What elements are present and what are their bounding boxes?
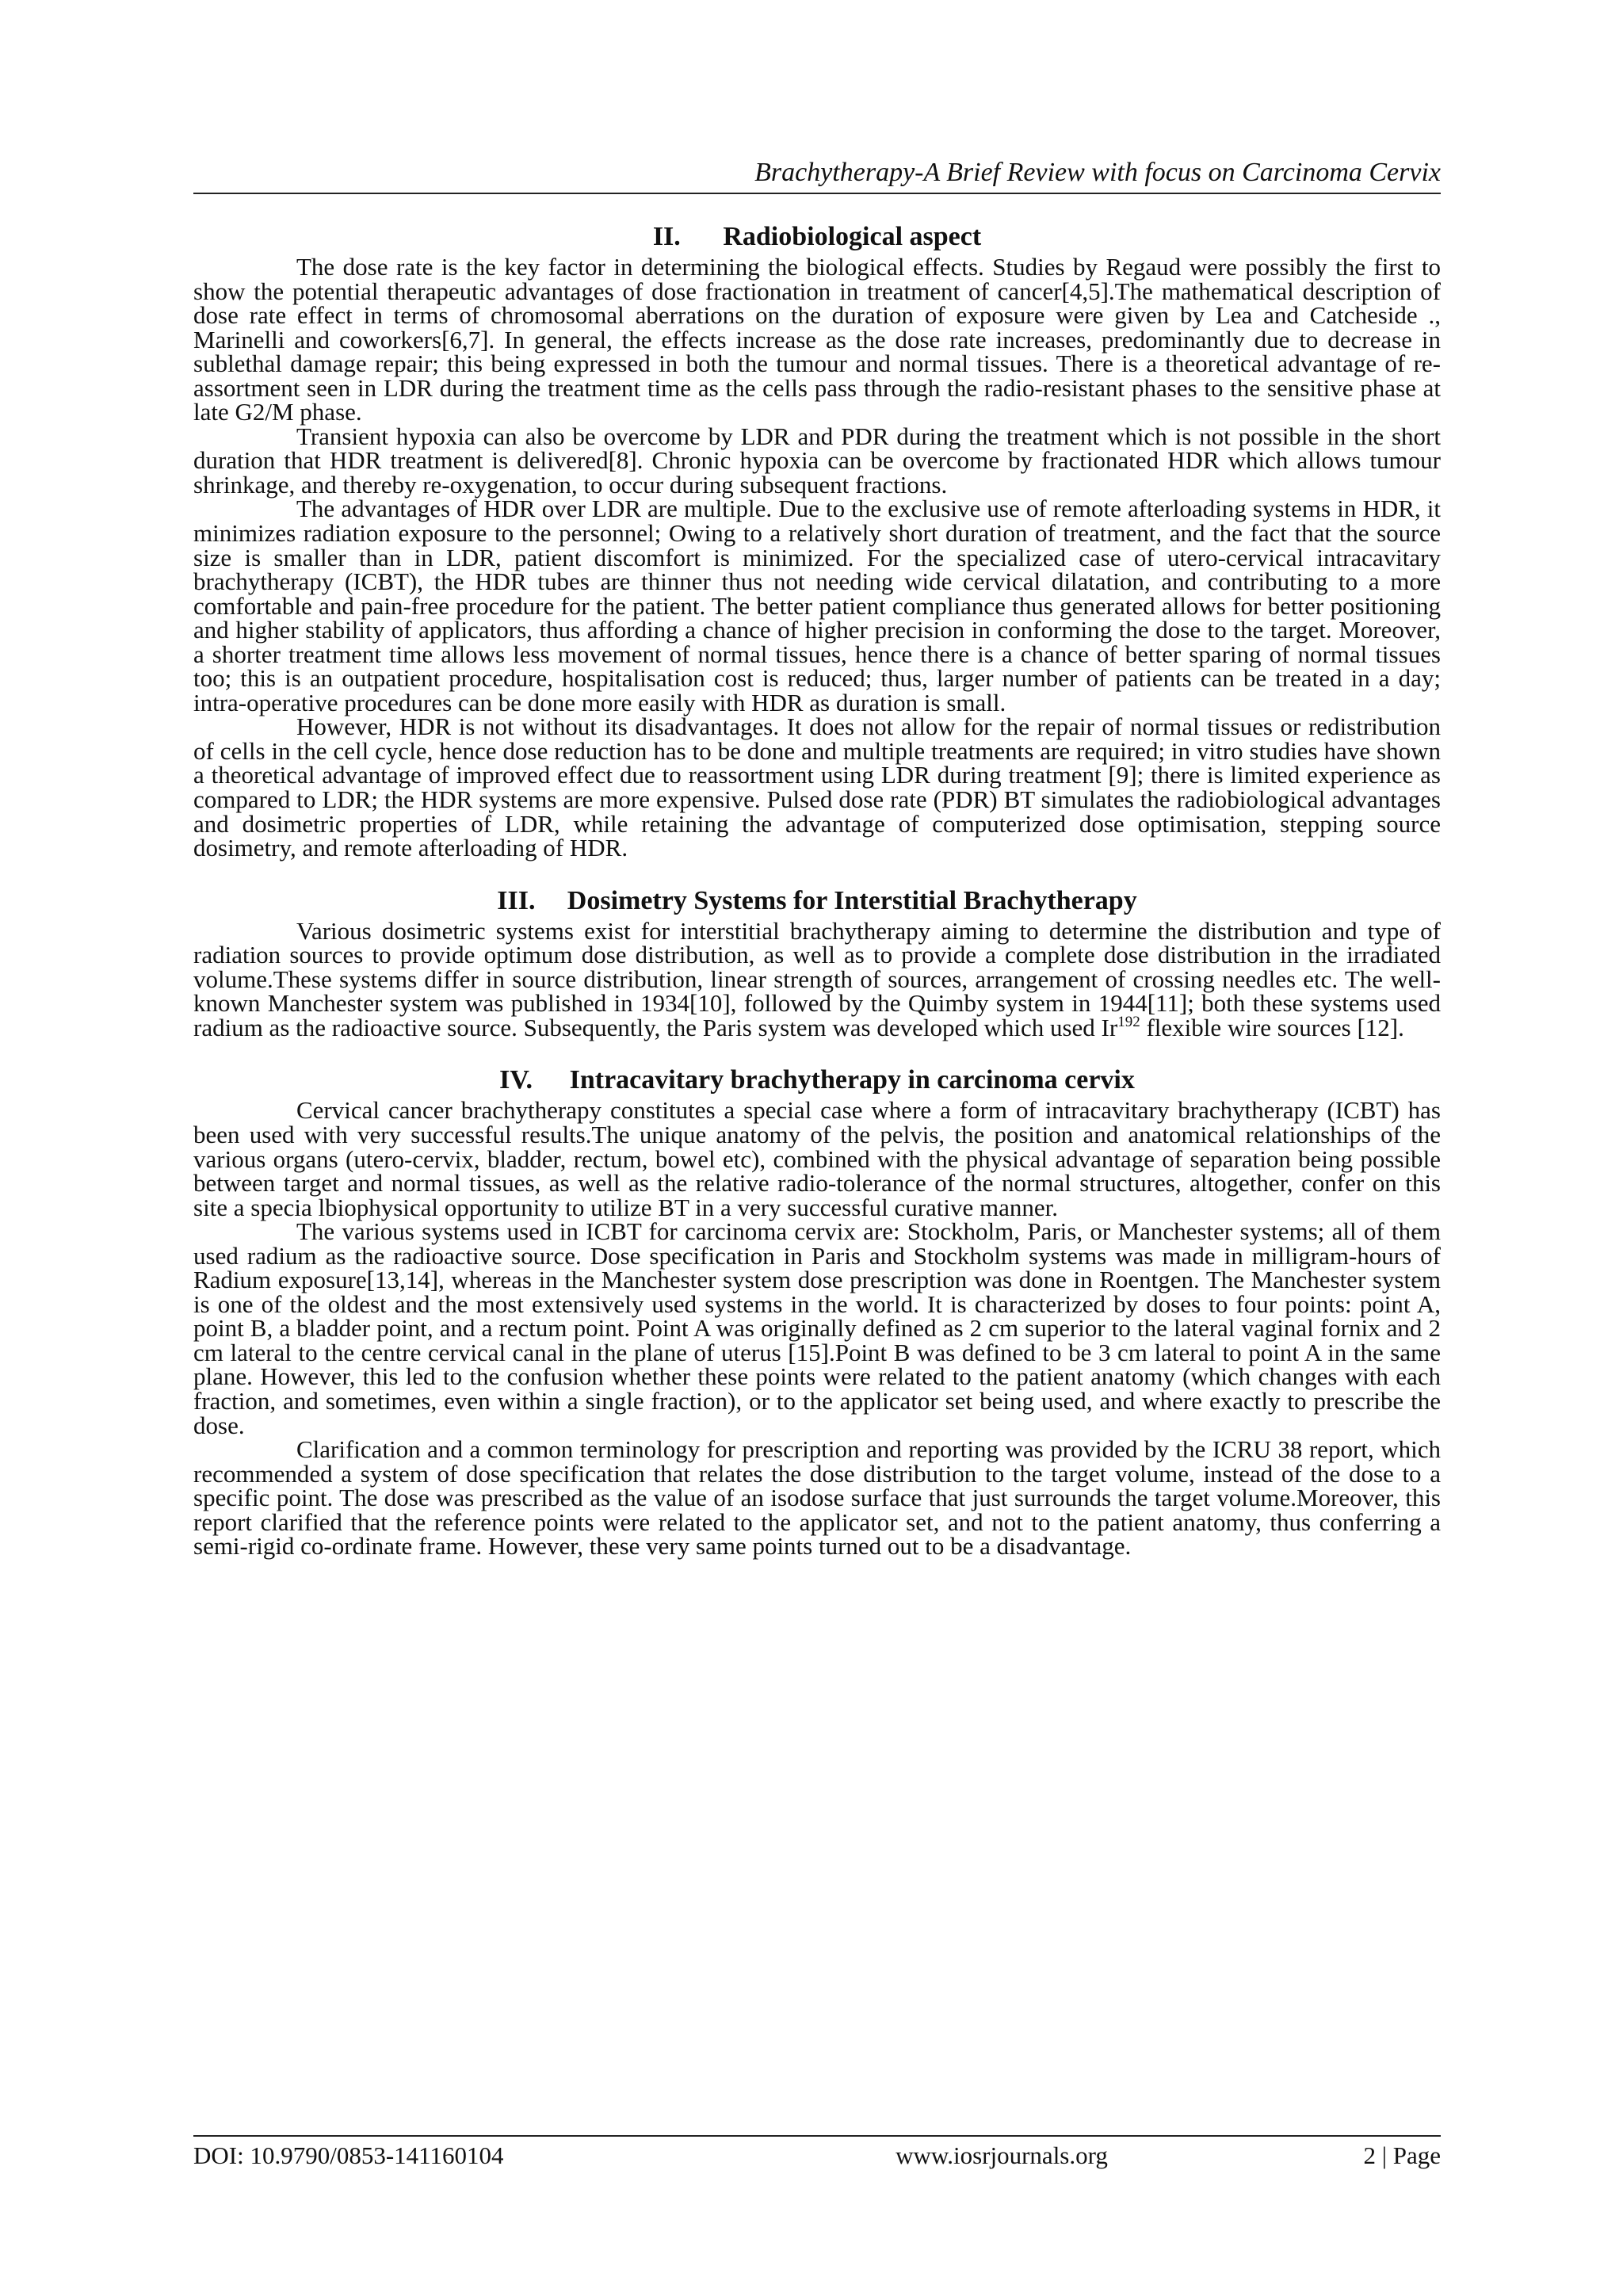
section-title: Intracavitary brachytherapy in carcinoma cervix	[569, 1065, 1135, 1095]
footer-rule	[193, 2135, 1441, 2137]
paragraph-text: flexible wire sources [12].	[1140, 1013, 1404, 1041]
running-title: Brachytherapy-A Brief Review with focus on Carcinoma Cervix	[754, 158, 1441, 187]
section-title: Dosimetry Systems for Interstitial Brachytherapy	[567, 885, 1137, 915]
article-body	[193, 222, 1441, 1559]
paragraph: Transient hypoxia can also be overcome by LDR and PDR during the treatment which is not possible in the short duration that HDR treatment is delivered[8]. Chronic hypoxia can be overcome by fractionated HDR which allows tumour shrinkage, and thereby re-oxygenation, to occur during subsequent fractions.	[193, 422, 1441, 499]
footer-page-number: 2 | Page	[1363, 2141, 1441, 2169]
paragraph: Clarification and a common terminology for prescription and reporting was provided by the ICRU 38 report, which recommended a system of dose specification that relates the dose distribution to the target volume, instead of the dose to a specific point. The dose was prescribed as the value of an isodose surface that just surrounds the target volume.Moreover, this report clarified that the reference points were related to the applicator set, and not to the patient anatomy, thus conferring a semi-rigid co-ordinate frame. However, these very same points turned out to be a disadvantage.	[193, 1435, 1441, 1561]
section-heading-radiobiological	[193, 222, 1441, 252]
paragraph: However, HDR is not without its disadvantages. It does not allow for the repair of normal tissues or redistribution of cells in the cell cycle, hence dose reduction has to be done and multiple treatments are required; in vitro studies have shown a theoretical advantage of improved effect due to reassortment using LDR during treatment [9]; there is limited experience as compared to LDR; the HDR systems are more expensive. Pulsed dose rate (PDR) BT simulates the radiobiological advantages and dosimetric properties of LDR, while retaining the advantage of computerized dose optimisation, stepping source dosimetry, and remote afterloading of HDR.	[193, 712, 1441, 862]
section-number: IV.	[499, 1065, 533, 1095]
isotope-superscript: 192	[1117, 1013, 1140, 1030]
paragraph: The dose rate is the key factor in determining the biological effects. Studies by Regaud were possibly the first to show the potential therapeutic advantages of dose fractionation in treatment of cancer[4,5].The mathematical description of dose rate effect in terms of chromosomal aberrations on the duration of exposure were given by Lea and Catcheside ., Marinelli and coworkers[6,7]. In general, the effects increase as the dose rate increases, predominantly due to decrease in sublethal damage repair; this being expressed in both the tumour and normal tissues. There is a theoretical advantage of re-assortment seen in LDR during the treatment time as the cells pass through the radio-resistant phases to the sensitive phase at late G2/M phase.	[193, 253, 1441, 426]
header-rule	[193, 193, 1441, 194]
paragraph: The advantages of HDR over LDR are multiple. Due to the exclusive use of remote afterloading systems in HDR, it minimizes radiation exposure to the personnel; Owing to a relatively short duration of treatment, and the fact that the source size is smaller than in LDR, patient discomfort is minimized. For the specialized case of utero-cervical intracavitary brachytherapy (ICBT), the HDR tubes are thinner thus not needing wide cervical dilatation, and contributing to a more comfortable and pain-free procedure for the patient. The better patient compliance thus generated allows for better positioning and higher stability of applicators, thus affording a chance of higher precision in conforming the dose to the target. Moreover, a shorter treatment time allows less movement of normal tissues, hence there is a chance of better sparing of normal tissues too; this is an outpatient procedure, hospitalisation cost is reduced; thus, larger number of patients can be treated in a day; intra-operative procedures can be done more easily with HDR as duration is small.	[193, 495, 1441, 716]
paragraph-text: Various dosimetric systems exist for interstitial brachytherapy aiming to determine the distribution and type of radiation sources to provide optimum dose distribution, as well as to provide a complete dose distribution in the irradiated volume.These systems differ in source distribution, linear strength of sources, arrangement of crossing needles etc. The well-known Manchester system was published in 1934[10], followed by the Quimby system in 1944[11]; both these systems used radium as the radioactive source. Subsequently, the Paris system was developed which used Ir	[193, 916, 1441, 1041]
section-spacer	[193, 861, 1441, 886]
section-spacer	[193, 1040, 1441, 1065]
paragraph: Cervical cancer brachytherapy constitutes a special case where a form of intracavitary brachytherapy (ICBT) has been used with very successful results.The unique anatomy of the pelvis, the position and anatomical relationships of the various organs (utero-cervix, bladder, rectum, bowel etc), combined with the physical advantage of separation being possible between target and normal tissues, as well as the relative radio-tolerance of the normal structures, altogether, confer on this site a specia lbiophysical opportunity to utilize BT in a very successful curative manner.	[193, 1096, 1441, 1221]
section-number: II.	[652, 222, 681, 251]
paragraph: The various systems used in ICBT for carcinoma cervix are: Stockholm, Paris, or Manchester systems; all of them used radium as the radioactive source. Dose specification in Paris and Stockholm systems was made in milligram-hours of Radium exposure[13,14], whereas in the Manchester system dose prescription was done in Roentgen. The Manchester system is one of the oldest and the most extensively used systems in the world. It is characterized by doses to four points: point A, point B, a bladder point, and a rectum point. Point A was originally defined as 2 cm superior to the lateral vaginal fornix and 2 cm lateral to the centre cervical canal in the plane of uterus [15].Point B was defined to be 3 cm lateral to point A in the same plane. However, this led to the confusion whether these points were related to the patient anatomy (which changes with each fraction, and sometimes, even within a single fraction), or to the applicator set being used, and where exactly to prescribe the dose.	[193, 1217, 1441, 1439]
footer-doi: DOI: 10.9790/0853-141160104	[193, 2141, 504, 2169]
section-number: III.	[497, 885, 536, 915]
paragraph	[193, 916, 1441, 1041]
section-heading-intracavitary	[193, 1065, 1441, 1095]
section-heading-dosimetry	[193, 886, 1441, 916]
section-title: Radiobiological aspect	[723, 222, 982, 251]
footer-website: www.iosrjournals.org	[896, 2141, 1108, 2169]
